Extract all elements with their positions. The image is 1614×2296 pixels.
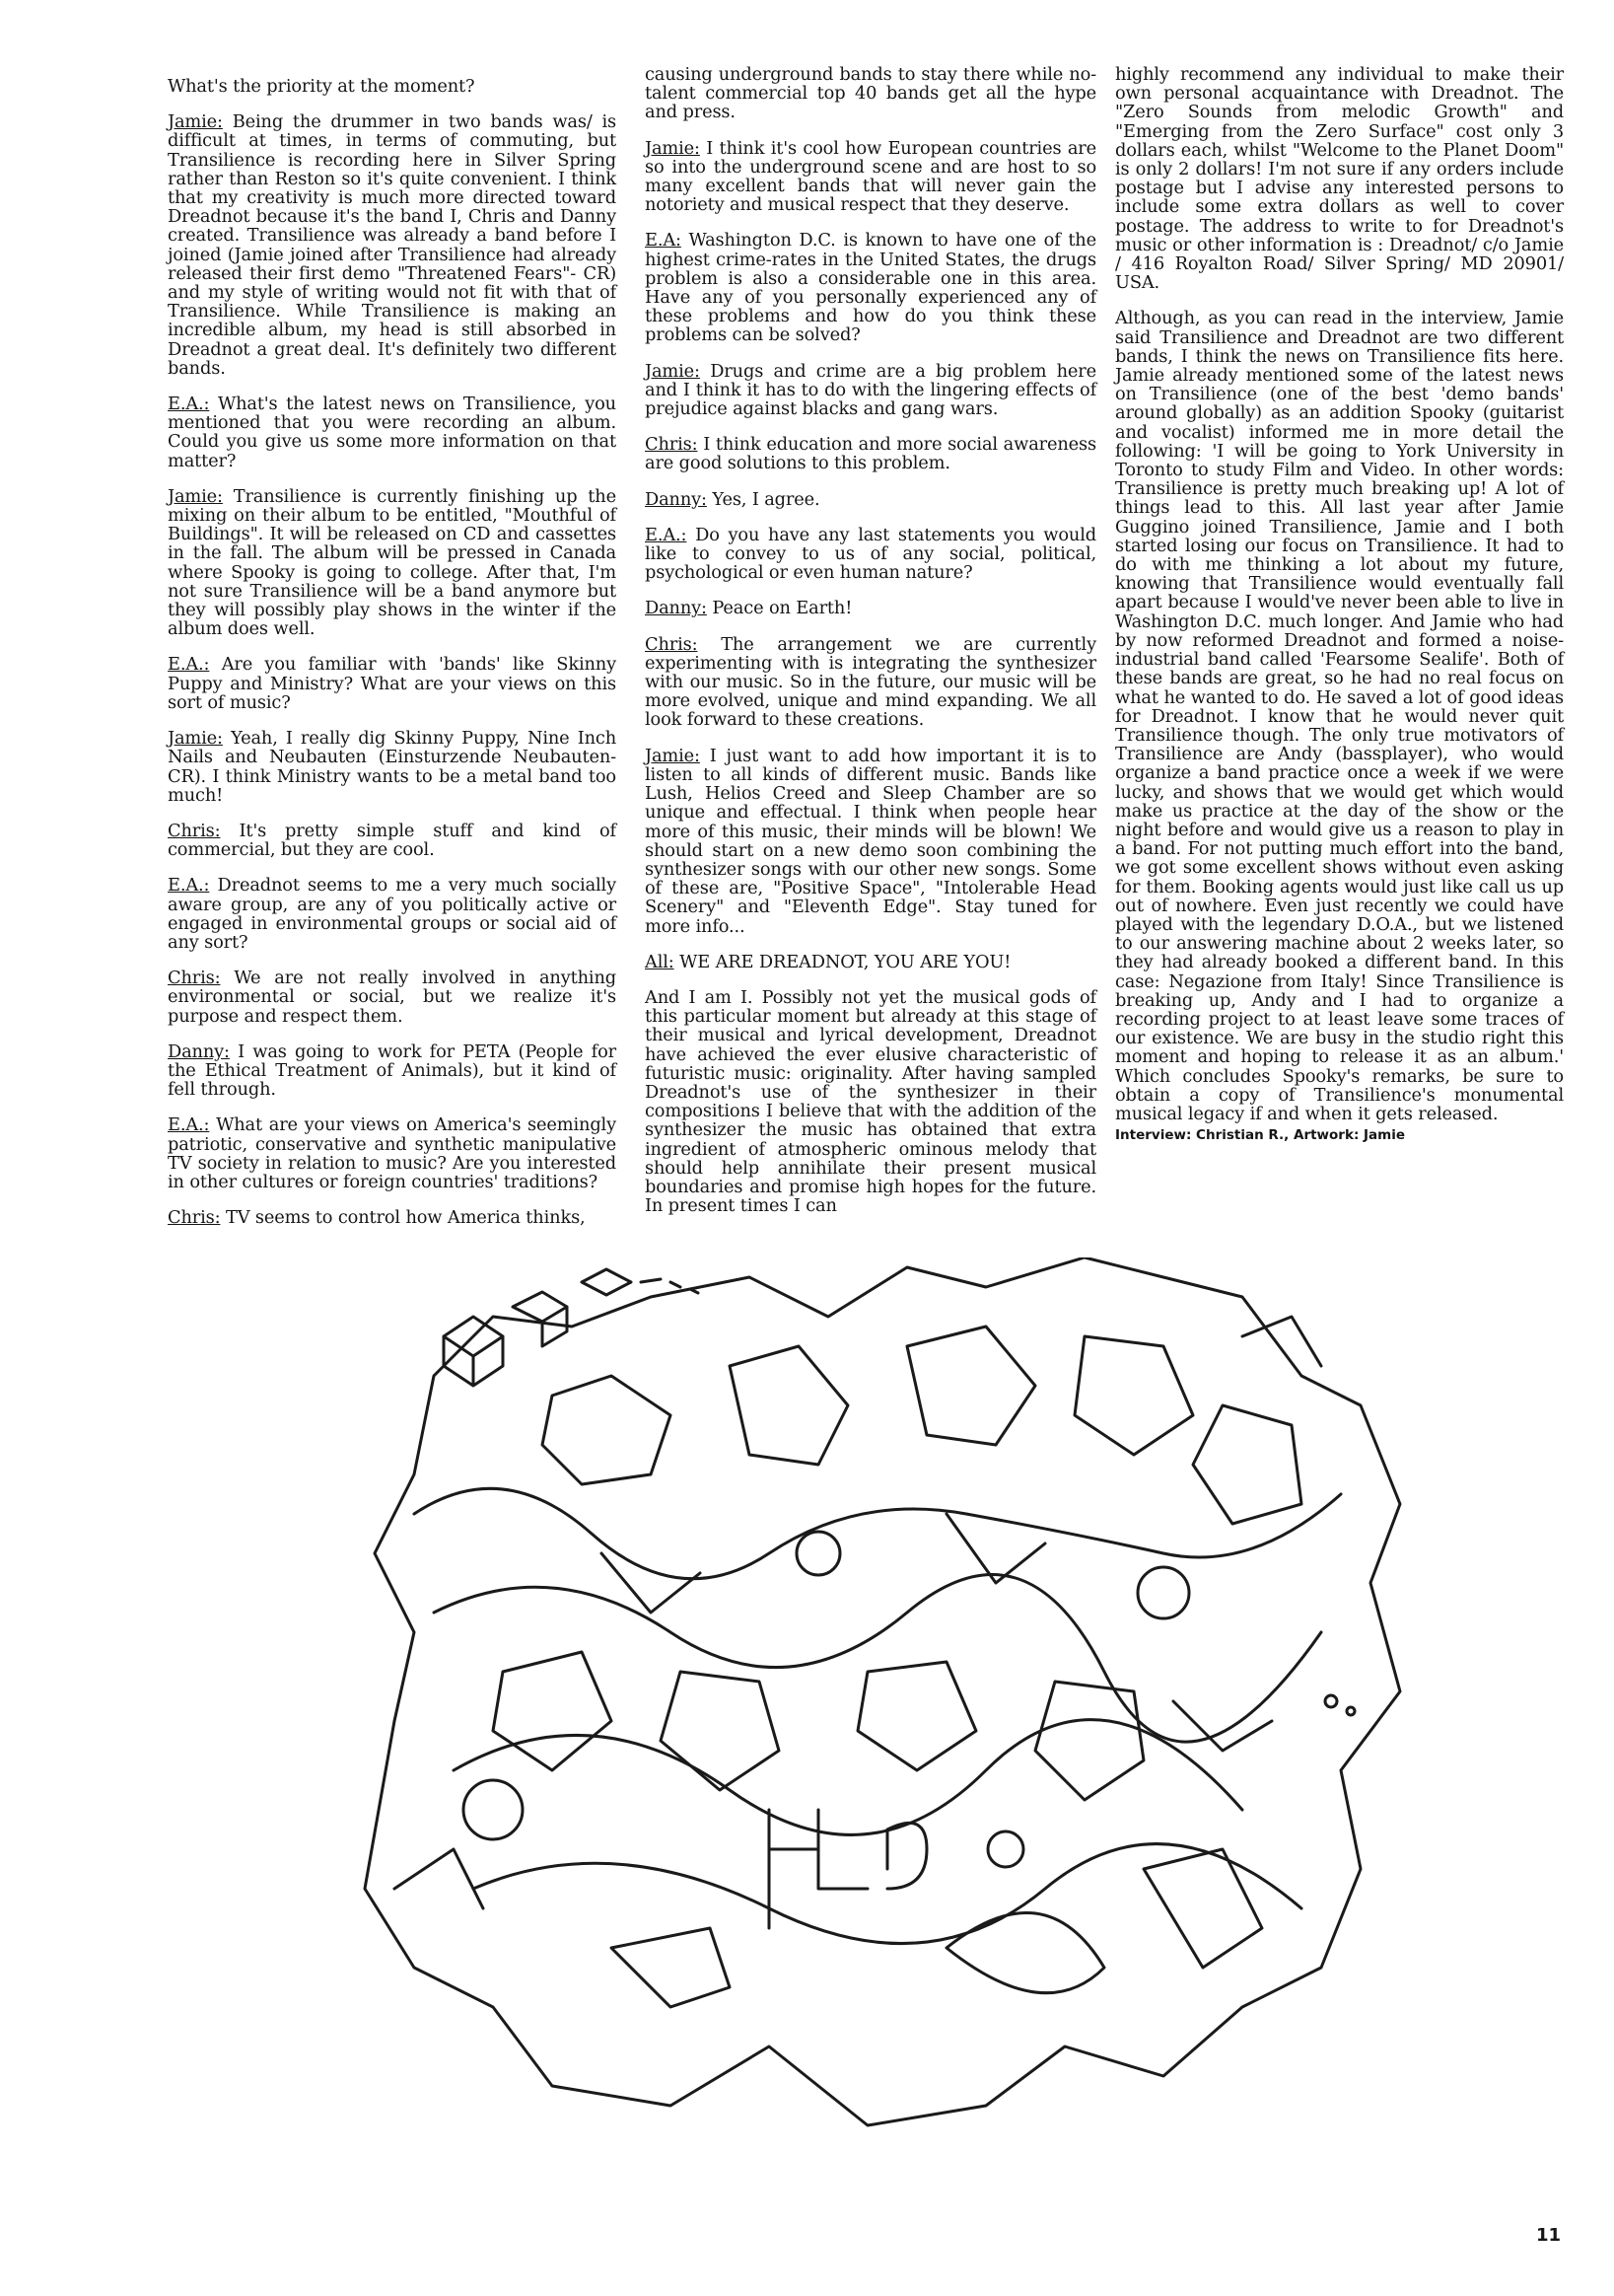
paragraph-text: Yeah, I really dig Skinny Puppy, Nine Inch Nails and Neubauten (Einsturzende Neubauten- CR). I think Ministry wants to be a metal band too much! (168, 728, 616, 806)
paragraph (168, 487, 616, 639)
column-2 (645, 65, 1096, 1232)
speaker-label: Danny: (645, 598, 707, 619)
speaker-label: All: (645, 951, 674, 972)
paragraph-text: I think it's cool how European countries are so into the underground scene and are host to so many excellent bands that will never gain the notoriety and musical respect that they deserve. (645, 137, 1096, 216)
paragraph-text: Drugs and crime are a big problem here and I think it has to do with the lingering effects of prejudice against blacks and gang wars. (645, 360, 1096, 420)
paragraph (645, 635, 1096, 730)
paragraph (168, 395, 616, 470)
speaker-label: Chris: (645, 434, 698, 456)
paragraph (168, 1208, 616, 1227)
interview-credit: Interview: Christian R., Artwork: Jamie (1115, 1127, 1406, 1144)
paragraph-text: Transilience is currently finishing up the mixing on their album to be entitled, "Mouthful of Buildings". It will be released on CD and cassettes in the fall. The album will be pressed in Canada where Spooky is going to college. After that, I'm not sure Transilience will be a band anymore but they will possibly play shows in the winter if the album does well. (168, 485, 616, 640)
paragraph (645, 599, 1096, 617)
speaker-label: Chris: (168, 820, 221, 841)
speaker-label: E.A.: (168, 1114, 210, 1136)
speaker-label: E.A.: (168, 394, 210, 415)
paragraph-text: What's the latest news on Transilience, you mentioned that you were recording an album. Could you give us some more information on that matter? (168, 394, 616, 471)
paragraph (645, 747, 1096, 936)
speaker-label: Chris: (645, 633, 698, 655)
paragraph-text: I was going to work for PETA (People for the Ethical Treatment of Animals), but it kind of fell through. (168, 1040, 616, 1101)
column-1 (168, 77, 616, 1244)
paragraph (168, 969, 616, 1026)
paragraph (645, 231, 1096, 344)
paragraph-text: Yes, I agree. (712, 488, 820, 510)
speaker-label: Jamie: (645, 745, 700, 766)
paragraph-text: Peace on Earth! (712, 598, 853, 619)
paragraph (645, 65, 1096, 122)
speaker-label: Jamie: (168, 485, 223, 507)
paragraph (1115, 309, 1564, 1123)
paragraph-text: And I am I. Possibly not yet the musical gods of this particular moment but already at this stage of their musical and lyrical development, Dreadnot have achieved the ever elusive characteristic of futuristic music: originality. After having sampled Dreadnot's use of the synthesizer in their compositions I believe that with the addition of the synthesizer the music has obtained that extra ingredient of atmospheric ominous melody that should help annihilate their present musical boundaries and promise high hopes for the future. In present times I can (645, 986, 1096, 1217)
paragraph (645, 988, 1096, 1215)
paragraph (168, 876, 616, 952)
paragraph (168, 822, 616, 859)
speaker-label: E.A: (645, 230, 681, 251)
paragraph (168, 729, 616, 805)
paragraph (168, 77, 616, 96)
paragraph (645, 526, 1096, 583)
speaker-label: E.A.: (168, 654, 210, 676)
paragraph-text: It's pretty simple stuff and kind of commercial, but they are cool. (168, 820, 616, 861)
page-number: 11 (1536, 2225, 1562, 2246)
paragraph-text: WE ARE DREADNOT, YOU ARE YOU! (679, 951, 1012, 972)
speaker-label: E.A.: (168, 875, 210, 897)
speaker-label: Jamie: (645, 137, 700, 159)
speaker-label: Chris: (168, 1207, 221, 1229)
speaker-label: E.A.: (645, 524, 687, 545)
speaker-label: Danny: (168, 1040, 230, 1062)
speaker-label: Jamie: (168, 111, 223, 133)
paragraph (168, 112, 616, 378)
paragraph-text: causing underground bands to stay there while no-talent commercial top 40 bands get all the hype and press. (645, 64, 1096, 123)
paragraph (168, 1042, 616, 1100)
speaker-label: Chris: (168, 968, 221, 989)
paragraph-text: TV seems to control how America thinks, (225, 1207, 586, 1229)
paragraph (645, 362, 1096, 419)
paragraph-text: I think education and more social awareness are good solutions to this problem. (645, 434, 1096, 474)
paragraph-text: Washington D.C. is known to have one of the highest crime-rates in the United States, the drugs problem is also a considerable one in this area. Have any of you personally experienced any of these problems and how do you think these problems can be solved? (645, 230, 1096, 346)
paragraph-text: What's the priority at the moment? (168, 76, 475, 97)
paragraph-text: Do you have any last statements you would like to convey to us of any social, political, psychological or even human nature? (645, 524, 1096, 584)
paragraph-text: Being the drummer in two bands was/ is difficult at times, in terms of commuting, but Transilience is recording here in Silver Spring rather than Reston so it's quite convenient. I think that my creativity is much more directed toward Dreadnot because it's the band I, Chris and Danny created. Transilience was already a band before I joined (Jamie joined after Transilience had already released their first demo "Threatened Fears"- CR) and my style of writing would not fit with that of Transilience. While Transilience is making an incredible album, my head is still absorbed in Dreadnot a great deal. It's definitely two different bands. (168, 111, 616, 379)
abstract-graffiti-artwork (355, 1257, 1439, 2135)
paragraph (645, 953, 1096, 971)
paragraph (645, 490, 1096, 509)
paragraph (168, 655, 616, 712)
speaker-label: Jamie: (645, 360, 700, 382)
column-3 (1115, 65, 1564, 1145)
paragraph-text: I just want to add how important it is to listen to all kinds of different music. Bands like Lush, Helios Creed and Sleep Chamber are so unique and effectual. I think when people hear more of this music, their minds will be blown! We should start on a new demo soon combining the synthesizer songs with our other new songs. Some of these are, "Positive Space", "Intolerable Head Scenery" and "Eleventh Edge". Stay tuned for more info... (645, 745, 1096, 937)
paragraph-text: Although, as you can read in the interview, Jamie said Transilience and Dreadnot are two different bands, I think the news on Transilience fits here. Jamie already mentioned some of the latest news on Transilience (one of the best 'demo bands' around globally) as an addition Spooky (guitarist and vocalist) informed me in more detail the following: 'I will be going to York University in Toronto to study Film and Video. In other words: Transilience is pretty much breaking up! A lot of things lead to this. All last year after Jamie Guggino joined Transilience, Jamie and I both started losing our focus on Transilience. It had to do with me thinking a lot about my future, knowing that Transilience would eventually fall apart because I would've never been able to live in Washington D.C. much longer. And Jamie who had by now reformed Dreadnot and formed a noise-industrial band called 'Fearsome Sealife'. Both of these bands are great, so he had no real focus on what he wanted to do. He saved a lot of good ideas for Dreadnot. I know that he would never quit Transilience though. The only true motivators of Transilience are Andy (bassplayer), who would organize a band practice once a week if we were lucky, and shows that we would get which would make us practice at the day of the show or the night before and would give us a reason to play in a band. For not putting much effort into the band, we got some excellent shows without even asking for them. Booking agents would just like call us up out of nowhere. Even just recently we could have played with the legendary D.O.A., but we listened to our answering machine about 2 weeks later, so they had already booked a different band. In this case: Negazione from Italy! Since Transilience is breaking up, Andy and I had to organize a recording project to at least leave some traces of our existence. We are busy in the studio right this moment and hoping to release it as an album.' Which concludes Spooky's remarks, be sure to obtain a copy of Transilience's monumental musical legacy if and when it gets released. (1115, 308, 1564, 1124)
paragraph (168, 1115, 616, 1191)
paragraph (1115, 65, 1564, 292)
paragraph-text: highly recommend any individual to make their own personal acquaintance with Dreadnot. The "Zero Sounds from melodic Growth" and "Emerging from the Zero Surface" cost only 3 dollars each, whilst "Welcome to the Planet Doom" is only 2 dollars! I'm not sure if any orders include postage but I advise any interested persons to include some extra dollars as well to cover postage. The address to write to for Dreadnot's music or other information is : Dreadnot/ c/o Jamie / 416 Royalton Road/ Silver Spring/ MD 20901/ USA. (1115, 64, 1564, 294)
paragraph-text: What are your views on America's seemingly patriotic, conservative and synthetic manipulative TV society in relation to music? Are you interested in other cultures or foreign countries' traditions? (168, 1114, 616, 1192)
paragraph-text: Are you familiar with 'bands' like Skinny Puppy and Ministry? What are your views on this sort of music? (168, 654, 616, 713)
paragraph-text: Dreadnot seems to me a very much socially aware group, are any of you politically active or engaged in environmental groups or social aid of any sort? (168, 875, 616, 953)
paragraph (645, 139, 1096, 215)
speaker-label: Jamie: (168, 728, 223, 750)
speaker-label: Danny: (645, 488, 707, 510)
paragraph (645, 435, 1096, 472)
paragraph-text: We are not really involved in anything environmental or social, but we realize it's purpose and respect them. (168, 968, 616, 1027)
paragraph-text: The arrangement we are currently experimenting with is integrating the synthesizer with our music. So in the future, our music will be more evolved, unique and mind expanding. We all look forward to these creations. (645, 633, 1096, 731)
